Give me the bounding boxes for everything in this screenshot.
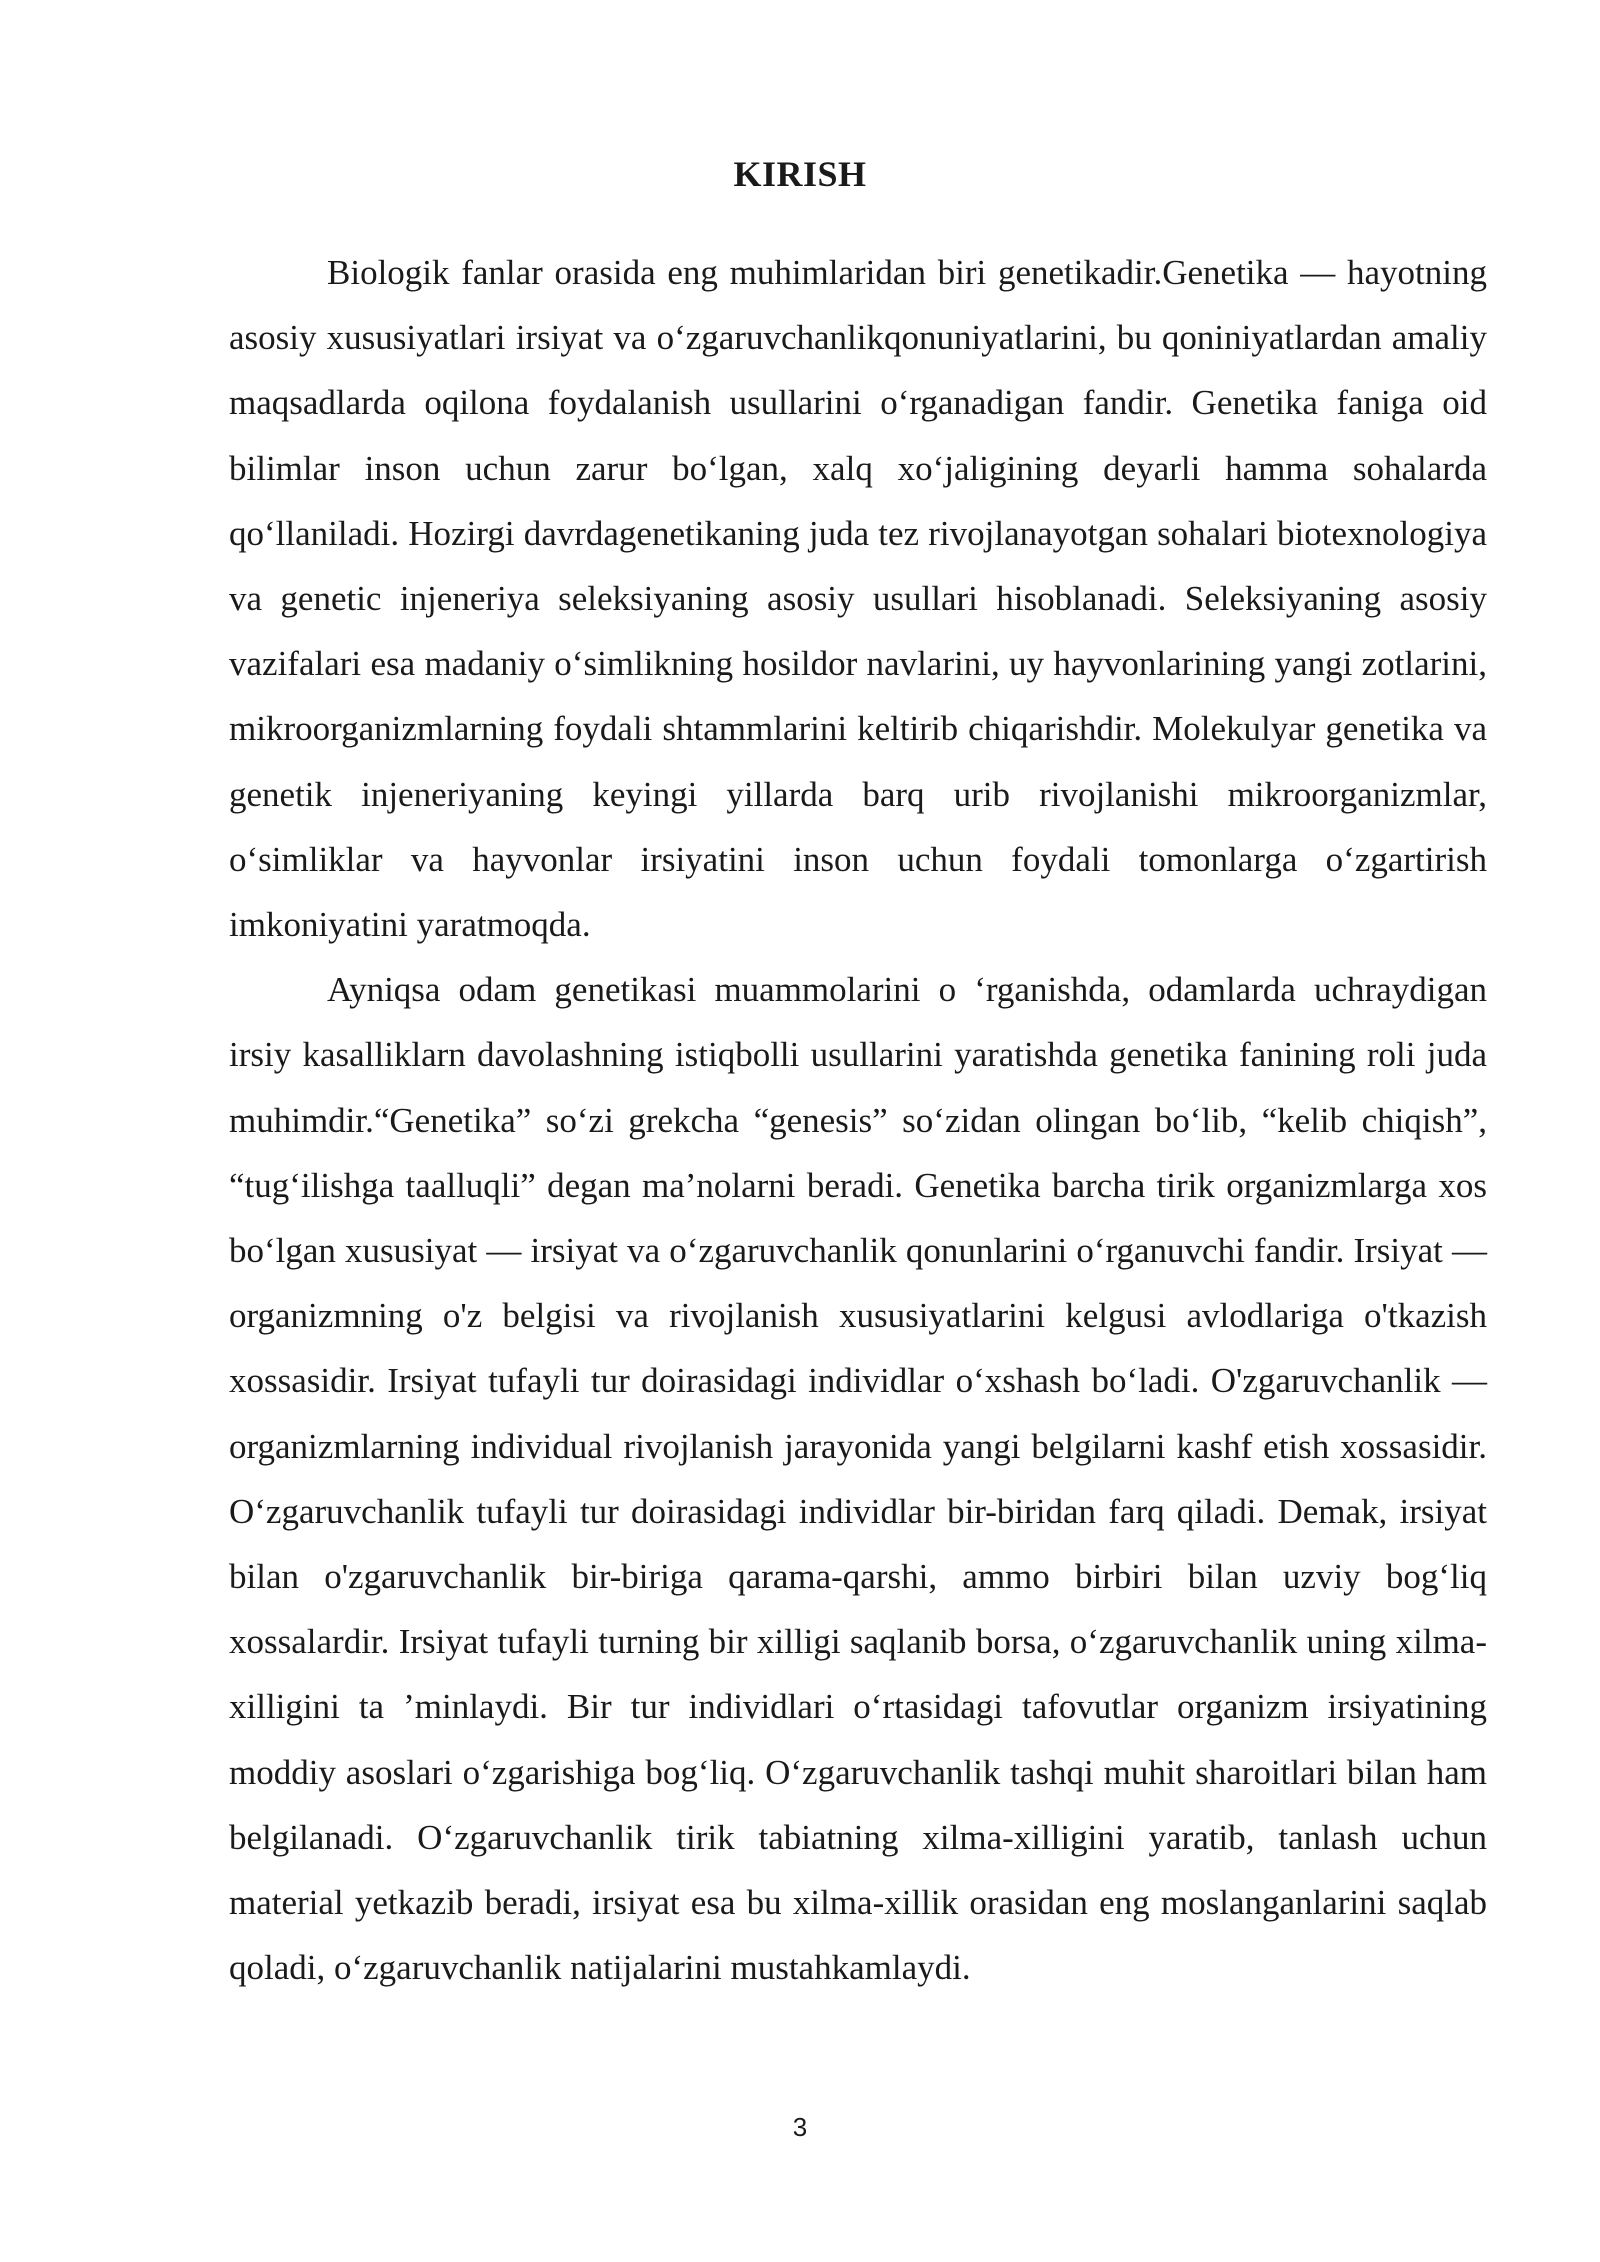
paragraph-1: Biologik fanlar orasida eng muhimlaridan biri genetikadir.Genetika — hayotning asosiy xususiyatlari irsiyat va o‘zgaruvchanlikqonuniyatlarini, bu qoniniyatlardan amaliy maqsadlarda oqilona foydalanish usullarini o‘rganadigan fandir. Genetika faniga oid bilimlar inson uchun zarur bo‘lgan, xalq xo‘jaligining deyarli hamma sohalarda qo‘llaniladi. Hozirgi davrdagenetikaning juda tez rivojlanayotgan sohalari biotexnologiya va genetic injeneriya seleksiyaning asosiy usullari hisoblanadi. Seleksiyaning asosiy vazifalari esa madaniy o‘simlikning hosildor navlarini, uy hayvonlarining yangi zotlarini, mikroorganizmlarning foydali shtammlarini keltirib chiqarishdir. Molekulyar genetika va genetik injeneriyaning keyingi yillarda barq urib rivojlanishi mikroorganizmlar, o‘simliklar va hayvonlar irsiyatini inson uchun foydali tomonlarga o‘zgartirish imkoniyatini yaratmoqda. [229,253,1487,945]
page-title: KIRISH [733,154,867,194]
body-text [229,240,1487,2000]
page-number: 3 [792,2112,808,2142]
paragraph-2: Ayniqsa odam genetikasi muammolarini o ‘rganishda, odamlarda uchraydigan irsiy kasalliklarn davolashning istiqbolli usullarini yaratishda genetika fanining roli juda muhimdir.“Genetika” so‘zi grekcha “genesis” so‘zidan olingan bo‘lib, “kelib chiqish”, “tug‘ilishga taalluqli” degan ma’nolarni beradi. Genetika barcha tirik organizmlarga xos bo‘lgan xususiyat — irsiyat va o‘zgaruvchanlik qonunlarini o‘rganuvchi fandir. Irsiyat — organizmning o'z belgisi va rivojlanish xususiyatlarini kelgusi avlodlariga o'tkazish xossasidir. Irsiyat tufayli tur doirasidagi individlar o‘xshash bo‘ladi. O'zgaruvchanlik — organizmlarning individual rivojlanish jarayonida yangi belgilarni kashf etish xossasidir. O‘zgaruvchanlik tufayli tur doirasidagi individlar bir-biridan farq qiladi. Demak, irsiyat bilan o'zgaruvchanlik bir-biriga qarama-qarshi, ammo birbiri bilan uzviy bog‘liq xossalardir. Irsiyat tufayli turning bir xilligi saqlanib borsa, o‘zgaruvchanlik uning xilma-xilligini ta ’minlaydi. Bir tur individlari o‘rtasidagi tafovutlar organizm irsiyatining moddiy asoslari o‘zgarishiga bog‘liq. O‘zgaruvchanlik tashqi muhit sharoitlari bilan ham belgilanadi. O‘zgaruvchanlik tirik tabiatning xilma-xilligini yaratib, tanlash uchun material yetkazib beradi, irsiyat esa bu xilma-xillik orasidan eng moslanganlarini saqlab qoladi, o‘zgaruvchanlik natijalarini mustahkamlaydi. [229,970,1487,1988]
